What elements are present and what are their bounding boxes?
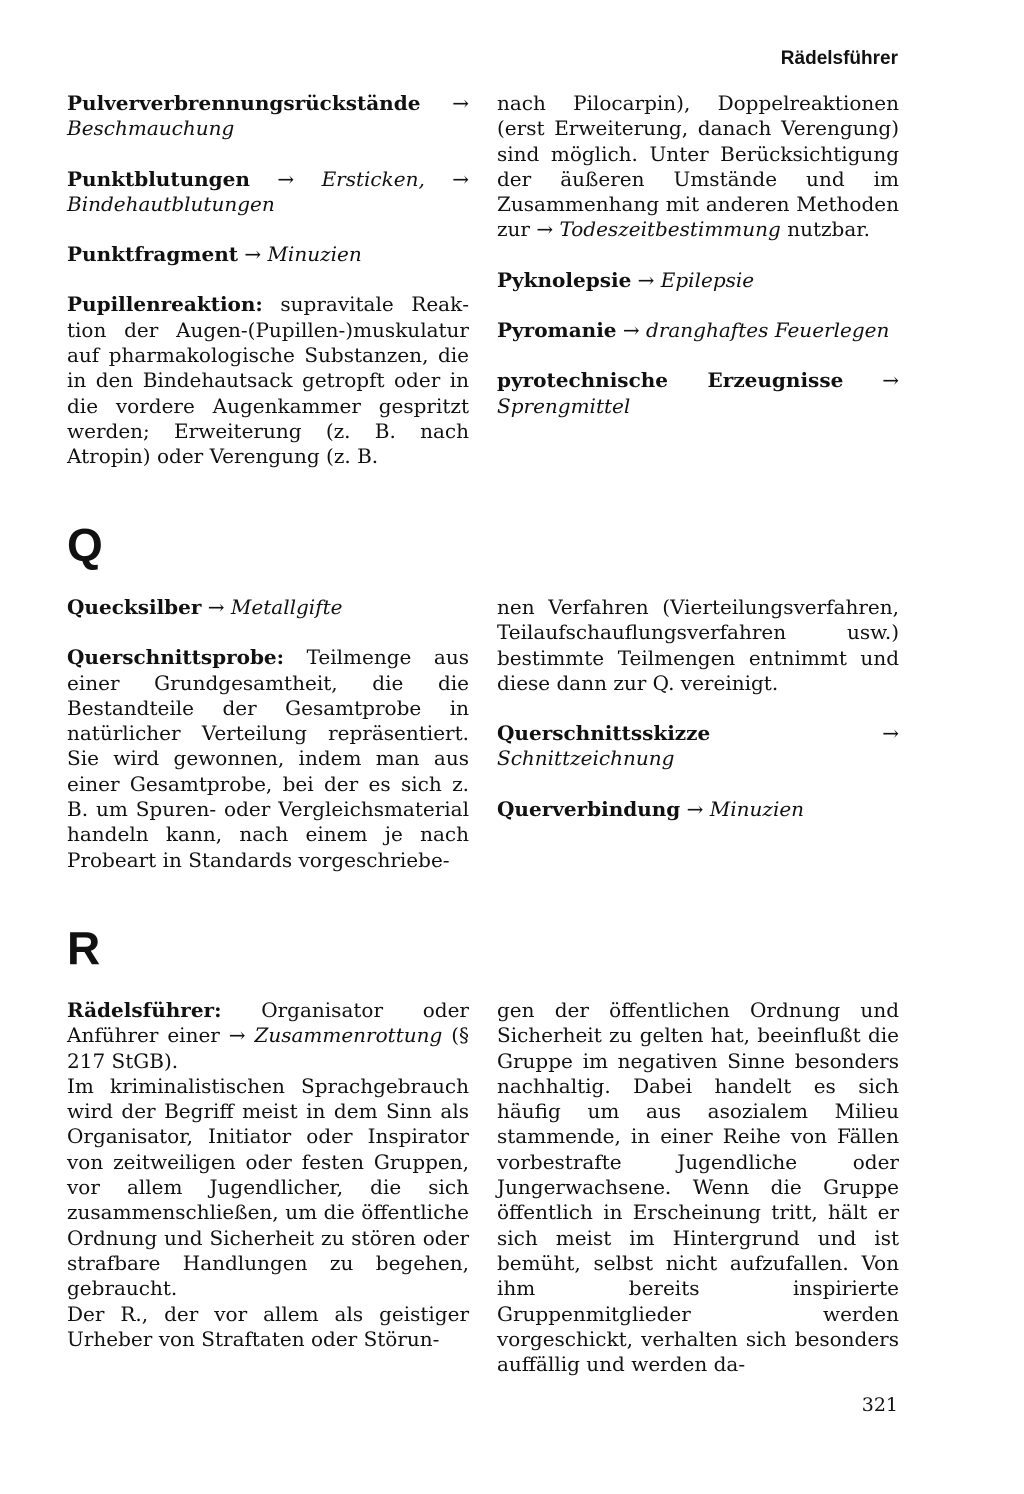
entry-text-right: nen Verfahren (Vierteilungsverfahren, Teilaufschauflungsverfahren usw.) bestimmte Teilmengen entnimmt und diese dann zur Q. vereinigt. <box>497 595 899 695</box>
arrow-icon: → <box>637 267 655 292</box>
entry-raedelsfuehrer <box>67 998 469 1074</box>
entry-keyword: Punktblutungen <box>67 166 250 191</box>
entry-raedelsfuehrer-para2: Im kriminalistischen Sprachgebrauch wird der Begriff meist in dem Sinn als Organisator, Initiator oder Inspirator von zeitweiligen oder festen Gruppen, vor allem Jugendlicher, die sich zusammenschließen, um die öffentliche Ordnung und Sicherheit zu stören oder strafbare Handlungen zu begehen, gebraucht. <box>67 1073 469 1301</box>
entry-text-right: nach Pilocarpin), Doppelreaktionen (erst Erweiterung, danach Verengung) sind möglich. Unter Berücksichtigung der äußeren Umstände und im Zusammenhang mit anderen Methoden zur <box>497 91 899 242</box>
column-right-p <box>497 91 899 444</box>
cross-reference: Bindehautblutungen <box>67 191 275 216</box>
entry-keyword: Pyknolepsie <box>497 267 632 292</box>
column-left-q <box>67 595 469 873</box>
entry-keyword: Querschnittsskizze <box>497 721 711 746</box>
entry-pulververbrennungsrueckstaende <box>67 91 469 142</box>
section-letter-q: Q <box>67 519 103 571</box>
arrow-icon: → <box>277 166 295 191</box>
cross-reference: Beschmauchung <box>67 116 235 141</box>
entry-text: (§ 217 StGB). <box>67 1023 469 1073</box>
column-right-r <box>497 998 899 1377</box>
arrow-icon: → <box>452 166 470 191</box>
entry-keyword: Querschnittsprobe: <box>67 645 285 670</box>
entry-keyword: pyrotechnische Erzeugnisse <box>497 368 844 393</box>
column-left-p <box>67 91 469 470</box>
entry-line <box>497 368 899 393</box>
cross-reference: Schnittzeichnung <box>497 746 675 771</box>
entry-querschnittsprobe-continued <box>497 595 899 696</box>
entry-line <box>67 167 469 192</box>
entry-raedelsfuehrer-continued: gen der öffentlichen Ordnung und Sicherheit zu gelten hat, beeinflußt die Gruppe im negativen Sinne besonders nachhaltig. Dabei handelt es sich häufig um aus asozialem Milieu stammende, in einer Reihe von Fällen vorbestrafte Jugendliche oder Jungerwachsene. Wenn die Gruppe öffentlich in Erscheinung tritt, hält er sich meist im Hintergrund und ist bemüht, selbst nicht aufzufallen. Von ihm bereits inspirierte Gruppenmitglieder werden vorgeschickt, verhalten sich besonders auffällig und werden da- <box>497 998 899 1377</box>
entry-keyword: Pyromanie <box>497 318 617 343</box>
cross-reference: Minuzien <box>709 796 805 821</box>
arrow-icon: → <box>622 318 640 343</box>
entry-keyword: Rädelsführer: <box>67 998 222 1022</box>
entry-quecksilber <box>67 595 469 620</box>
entry-text-left: supravitale Reaktion der Augen-(Pupillen-)muskulatur auf pharmakologische Substanzen, die in den Bindehautsack getropft oder in die vordere Augenkammer gespritzt werden; Erweiterung (z. B. nach Atropin) oder Verengung (z. B. <box>67 292 469 469</box>
entry-pyromanie <box>497 318 899 343</box>
entry-pupillenreaktion-continued <box>497 91 899 243</box>
cross-reference: Minuzien <box>267 242 362 267</box>
arrow-icon: → <box>207 595 225 619</box>
arrow-icon: → <box>228 1023 246 1048</box>
cross-reference: Todeszeitbestimmung <box>559 217 781 242</box>
entry-text: nutzbar. <box>780 217 870 242</box>
cross-reference: dranghaftes Feuerlegen <box>646 318 890 343</box>
arrow-icon: → <box>686 796 704 821</box>
column-left-r <box>67 998 469 1352</box>
arrow-icon: → <box>882 721 899 746</box>
entry-pupillenreaktion <box>67 292 469 469</box>
cross-reference: Metallgifte <box>230 595 343 619</box>
entry-keyword: Pupillenreaktion: <box>67 292 263 317</box>
arrow-icon: → <box>536 217 554 242</box>
running-head: Rädelsführer <box>780 48 898 69</box>
entry-text: Organisator oder Anführer einer <box>67 998 469 1048</box>
entry-keyword: Querverbindung <box>497 796 681 821</box>
entry-keyword: Pulververbrennungsrückstände <box>67 91 421 115</box>
column-right-q <box>497 595 899 847</box>
entry-keyword: Punktfragment <box>67 242 238 267</box>
cross-reference: Epilepsie <box>660 267 755 292</box>
arrow-icon: → <box>244 242 262 267</box>
cross-reference: Sprengmittel <box>497 393 631 418</box>
entry-querschnittsprobe <box>67 645 469 873</box>
page-number: 321 <box>861 1394 898 1416</box>
cross-reference: Zusammenrottung <box>254 1023 443 1048</box>
entry-punktblutungen <box>67 167 469 218</box>
entry-keyword: Quecksilber <box>67 595 202 619</box>
entry-raedelsfuehrer-para3: Der R., der vor allem als geistiger Urheber von Straftaten oder Störun- <box>67 1301 469 1351</box>
arrow-icon: → <box>882 368 899 393</box>
entry-punktfragment <box>67 242 469 267</box>
entry-pyknolepsie <box>497 268 899 293</box>
entry-querschnittsskizze <box>497 721 899 772</box>
entry-text-left: Teilmenge aus einer Grundgesamtheit, die die Bestandteile der Gesamtprobe in natürlicher Verteilung repräsentiert. Sie wird gewonnen, indem man aus einer Gesamtprobe, bei der es sich z. B. um Spuren- oder Vergleichsmaterial handeln kann, nach einem je nach Probeart in Standards vorgeschriebe- <box>67 645 469 872</box>
entry-pyrotechnische-erzeugnisse <box>497 368 899 419</box>
section-letter-r: R <box>67 922 101 974</box>
cross-reference: Ersticken, <box>321 166 425 191</box>
arrow-icon: → <box>452 91 469 115</box>
entry-querverbindung <box>497 797 899 822</box>
